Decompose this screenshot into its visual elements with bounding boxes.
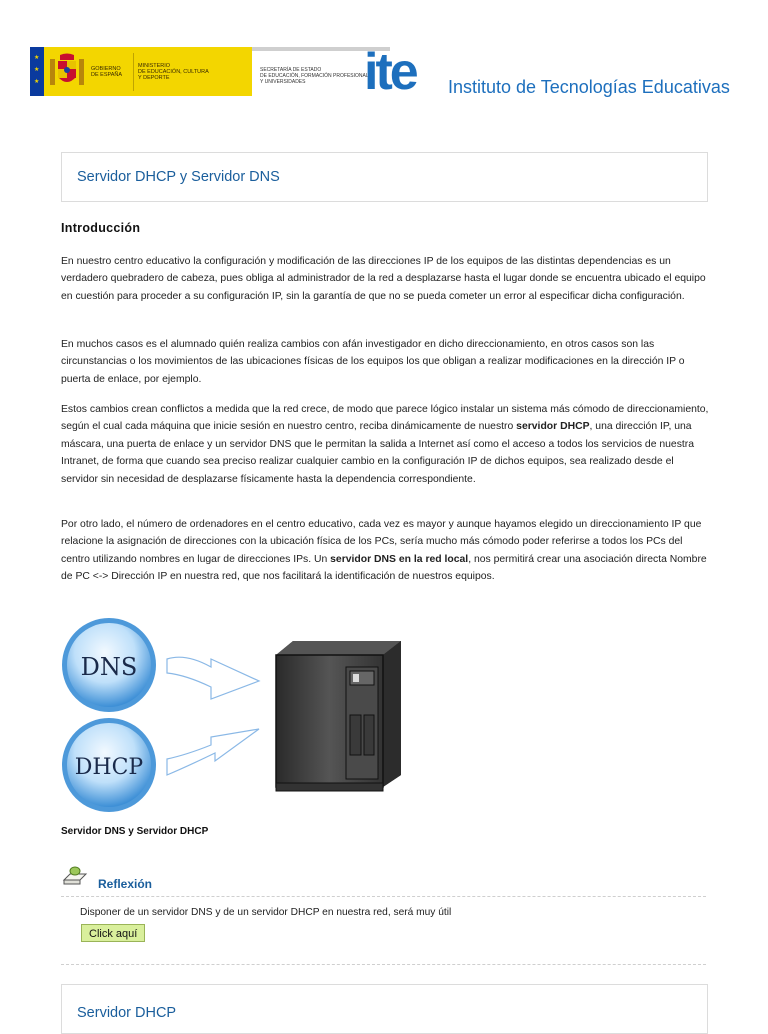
reflection-notebook-icon: [62, 864, 88, 888]
paragraph-3: Estos cambios crean conflictos a medida que la red crece, de modo que parece lógico instalar un sistema más cómodo de direccionamiento, según el cual cada máquina que inicie sesión en nuestro centro, reciba dinámicamente de nuestro servidor DHCP, una dirección IP, una máscara, una puerta de enlace y un servidor DNS que le permitan la salida a Internet así como el acceso a todos los servicios de nuestra Intranet, de forma que cuando sea preciso realizar cualquier cambio en la configuración IP de dichos equipos, sea realizado desde el servidor sin necesidad de desplazarse físicamente hasta la dependencia correspondiente.: [61, 404, 709, 485]
ministry-line-2: DE EDUCACIÓN, CULTURA: [138, 69, 209, 75]
dhcp-label: DHCP: [74, 755, 144, 780]
dns-label: DNS: [80, 653, 138, 681]
page-header: [0, 0, 768, 125]
dashed-divider: [61, 964, 706, 965]
secretaria-line-3: Y UNIVERSIDADES: [260, 79, 306, 85]
dashed-divider: [61, 896, 706, 897]
section-title: Servidor DHCP y Servidor DNS: [77, 169, 280, 185]
dns-dhcp-diagram: [61, 615, 441, 825]
section-title: Servidor DHCP: [77, 1005, 177, 1021]
dhcp-circle: [62, 718, 156, 812]
gov-line-2: DE ESPAÑA: [91, 72, 123, 78]
ite-logo: ite: [364, 43, 416, 101]
eu-flag-icon: ★ ★ ★: [30, 47, 44, 96]
government-logo: [30, 47, 369, 96]
figure-caption: Servidor DNS y Servidor DHCP: [61, 826, 209, 837]
spain-coat-of-arms-icon: [48, 53, 86, 91]
divider: [133, 53, 134, 91]
bold-servidor-dns: servidor DNS en la red local: [330, 553, 469, 565]
ministry-line-1: MINISTERIO: [138, 63, 171, 69]
click-aqui-button[interactable]: Click aquí: [81, 924, 145, 942]
bold-servidor-dhcp: servidor DHCP: [516, 421, 590, 433]
ministry-line-3: Y DEPORTE: [138, 75, 170, 81]
reflexion-text: Disponer de un servidor DNS y de un servidor DHCP en nuestra red, será muy útil: [80, 907, 452, 918]
dns-circle: [62, 618, 156, 712]
paragraph-1: En nuestro centro educativo la configuración y modificación de las direcciones IP de los equipos de las distintas dependencias es un verdadero quebradero de cabeza, pues obliga al administrador de la red a desplazarse hasta el lugar donde se encuentra ubicado el equipo en cuestión para proceder a su configuración IP, sin la garantía de que no se pueda cometer un error al especificar dicha configuración.: [61, 256, 706, 302]
section-title-box: [61, 152, 708, 202]
paragraph-4: Por otro lado, el número de ordenadores en el centro educativo, cada vez es mayor y aunque hayamos elegido un direccionamiento IP que relacione la asignación de direcciones con la ubicación física de los PCs, sería mucho más cómodo poder referirse a todos los PCs del centro utilizando nombres en lugar de direcciones IPs. Un servidor DNS en la red local, nos permitirá crear una asociación directa Nombre de PC <-> Dirección IP en nuestra red, que nos facilitará la identificación de nuestros equipos.: [61, 519, 707, 583]
section-title-box: [61, 984, 708, 1034]
server-icon: [276, 641, 401, 791]
arrow-dns-icon: [167, 657, 259, 699]
heading-introduccion: Introducción: [61, 221, 141, 235]
arrow-dhcp-icon: [167, 729, 259, 775]
secretaria-line-1: SECRETARÍA DE ESTADO: [260, 67, 322, 73]
gov-line-1: GOBIERNO: [91, 66, 121, 72]
reflexion-title: Reflexión: [98, 877, 153, 891]
secretaria-line-2: DE EDUCACIÓN, FORMACIÓN PROFESIONAL: [260, 73, 369, 79]
ite-full-name: Instituto de Tecnologías Educativas: [448, 77, 730, 97]
paragraph-2: En muchos casos es el alumnado quién realiza cambios con afán investigador en dicho direccionamiento, en otros casos son las circunstancias o los movimientos de las ubicaciones físicas de los equipos los que obligan a realizar modificaciones en la dirección IP o puerta de enlace, por ejemplo.: [61, 339, 685, 385]
